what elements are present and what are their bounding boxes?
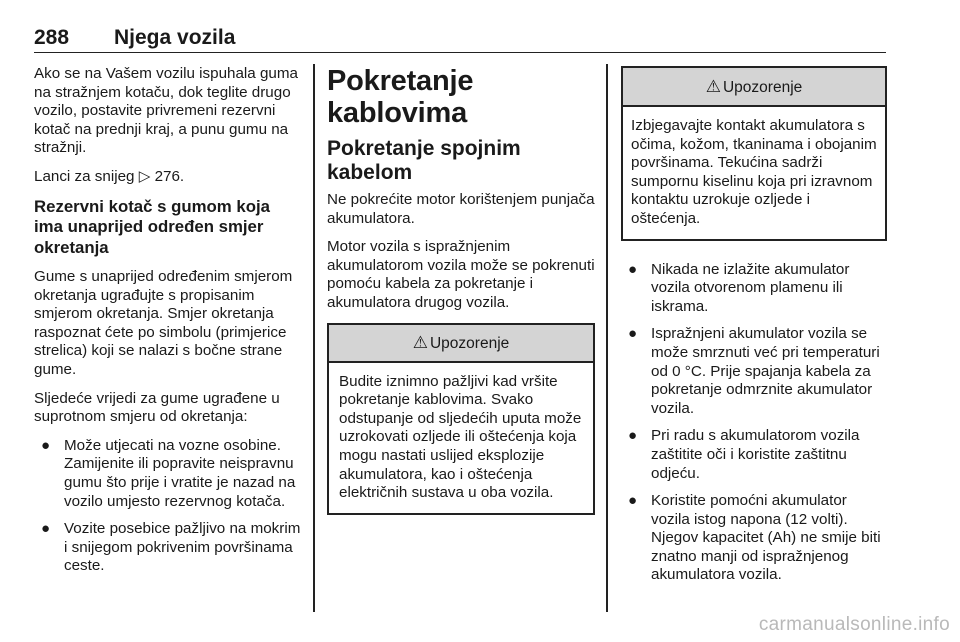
warning-box xyxy=(621,66,887,241)
list-item-text: Pri radu s akumulatorom vozila zaštitite oči i koristite zaštitnu odjeću. xyxy=(651,427,860,482)
bullet-icon: ● xyxy=(628,492,638,510)
paragraph: Motor vozila s ispražnjenim akumulatorom vozila može se pokrenuti pomoću kabela za pokretanje i akumulatora drugog vozila. xyxy=(327,238,595,311)
page-header xyxy=(34,26,886,53)
warning-triangle-icon: ⚠ xyxy=(412,332,428,352)
warning-title: Upozorenje xyxy=(429,334,510,352)
list-item-text: Nikada ne izlažite akumulator vozila otvorenom plamenu ili iskrama. xyxy=(651,260,850,315)
paragraph: Ako se na Vašem vozilu ispuhala guma na stražnjem kotaču, dok teglite drugo vozilo, postavite privremeni rezervni kotač na prednji kraj, a punu gumu na stražnji. xyxy=(34,65,298,157)
list-item xyxy=(34,437,302,511)
page-title: Njega vozila xyxy=(114,26,236,49)
list-item xyxy=(34,520,302,576)
list-item xyxy=(621,492,887,585)
paragraph: Gume s unaprijed određenim smjerom okretanja ugrađujte s propisanim smjerom okretanja. Smjer okretanja raspoznat ćete po simbolu (primjerice strelica) koji se nalazi s bočne strane gume. xyxy=(34,268,293,379)
paragraph: Sljedeće vrijedi za gume ugrađene u suprotnom smjeru od okretanja: xyxy=(34,389,280,426)
section-title: Pokretanje spojnim kabelom xyxy=(327,137,521,184)
section-heading: Rezervni kotač s gumom koja ima unaprijed određen smjer okretanja xyxy=(34,196,270,257)
warning-title: Upozorenje xyxy=(722,79,803,96)
warning-header xyxy=(329,325,593,363)
bullet-icon: ● xyxy=(41,436,51,454)
list-item-text: Vozite posebice pažljivo na mokrim i snijegom pokrivenim površinama ceste. xyxy=(64,520,301,575)
list-item xyxy=(621,261,887,317)
page-number: 288 xyxy=(34,26,70,49)
warning-header xyxy=(623,68,885,107)
bullet-icon: ● xyxy=(41,520,51,538)
chapter-title: Pokretanje kablovima xyxy=(327,65,474,129)
list-item-text: Može utjecati na vozne osobine. Zamijenite ili popravite neispravnu gumu što prije i vratite je nazad na vozilo umjesto rezervnog kotača. xyxy=(64,436,296,510)
warning-triangle-icon: ⚠ xyxy=(705,77,721,96)
warning-text: Budite iznimno pažljivi kad vršite pokretanje kablovima. Svako odstupanje od sljedećih uputa može uzrokovati ozljede ili oštećenja koja mogu nastati uslijed eksplozije akumulatora, kao i oštećenja električnih sustava u oba vozila. xyxy=(339,372,582,502)
column-left xyxy=(34,65,302,585)
column-right xyxy=(621,65,887,594)
cross-reference[interactable]: Lanci za snijeg ▷ 276. xyxy=(34,167,185,185)
column-divider xyxy=(606,64,608,612)
column-divider xyxy=(313,64,315,612)
list-item xyxy=(621,427,887,483)
warning-text: Izbjegavajte kontakt akumulatora s očima, kožom, tkaninama i obojanim površinama. Tekućina sadrži sumpornu kiselinu koja pri izravnom kontaktu uzrokuje ozljede i oštećenja. xyxy=(631,117,877,227)
bullet-list xyxy=(34,437,302,576)
list-item-text: Koristite pomoćni akumulator vozila istog napona (12 volti). Njegov kapacitet (Ah) ne smije biti znatno manji od ispražnjenog akumulatora vozila. xyxy=(651,492,881,584)
column-middle xyxy=(327,65,595,515)
bullet-icon: ● xyxy=(628,427,638,445)
bullet-icon: ● xyxy=(628,260,638,278)
watermark: carmanualsonline.info xyxy=(758,614,950,635)
list-item xyxy=(621,325,887,418)
warning-box xyxy=(327,323,595,515)
bullet-icon: ● xyxy=(628,325,638,343)
paragraph: Ne pokrećite motor korištenjem punjača akumulatora. xyxy=(327,191,595,227)
bullet-list xyxy=(621,261,887,586)
list-item-text: Ispražnjeni akumulator vozila se može smrznuti već pri temperaturi od 0 °C. Prije spajanja kabela za pokretanje odmrznite akumulator vozila. xyxy=(651,325,880,417)
